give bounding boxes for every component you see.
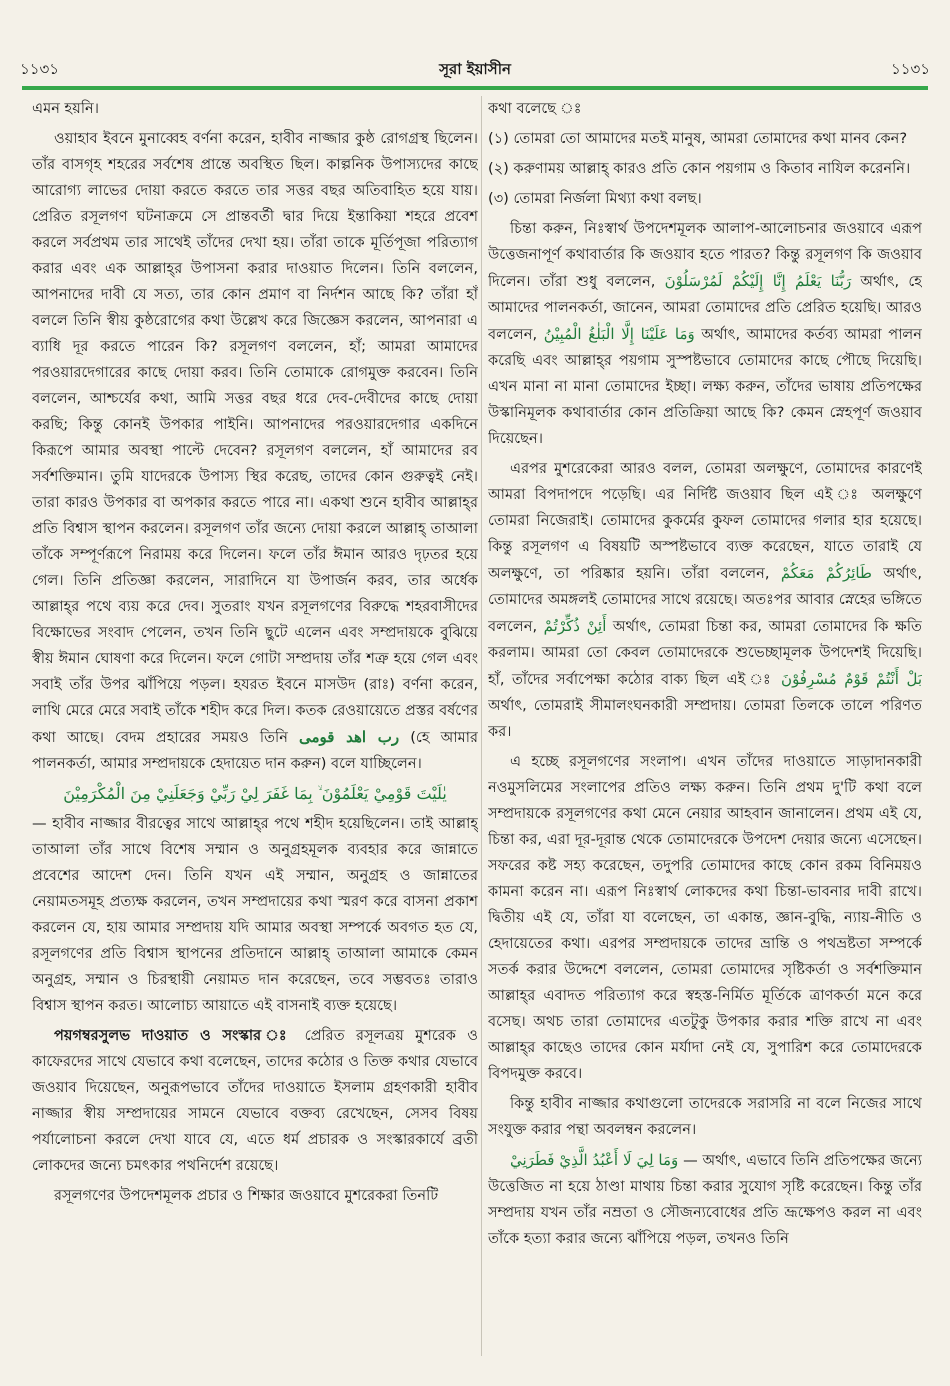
section-heading: পয়গম্বরসুলভ দাওয়াত ও সংস্কার ঃ xyxy=(54,1027,294,1044)
column-divider xyxy=(481,96,482,1356)
surah-title: সূরা ইয়াসীন xyxy=(439,59,511,78)
paragraph: এ হচ্ছে রসূলগণের সংলাপ। এখন তাঁদের দাওয়াতে সাড়াদানকারী নওমুসলিমের সংলাপের প্রতিও লক্ষ্য করুন। তিনি প্রথম দু'টি কথা বলে সম্প্রদায়কে রসূলগণের কথা মেনে নেয়ার আহবান জানালেন। প্রথম এই যে, চিন্তা কর, এরা দূর-দূরান্ত থেকে তোমাদেরকে উপদেশ দেয়ার জন্যে এসেছেন। সফরের কষ্ট সহ্য করেছেন, তদুপরি তোমাদের কাছে কোন রকম বিনিময়ও কামনা করেন না। এরূপ নিঃস্বার্থ লোকদের কথা চিন্তা-ভাবনার দাবী রাখে। দ্বিতীয় এই যে, তাঁরা যা বলেছেন, তা একান্ত, জ্ঞান-বুদ্ধি, ন্যায়-নীতি ও হেদায়েতের কথা। এরপর সম্প্রদায়কে তাদের ভ্রান্তি ও পথভ্রষ্টতা সম্পর্কে সতর্ক করার উদ্দেশে বললেন, তোমরা তোমাদের সৃষ্টিকর্তা ও সর্বশক্তিমান আল্লাহ্‌র এবাদত পরিত্যাগ করে স্বহস্ত-নির্মিত মূর্তিকে ত্রাণকর্তা মনে করে বসেছ। অথচ তারা তোমাদের এতটুকু উপকার করার শক্তি রাখে না এবং আল্লাহ্‌র কাছেও তাদের কোন মর্যাদা নেই যে, সুপারিশ করে তোমাদেরকে বিপদমুক্ত করবে। xyxy=(488,753,922,1082)
paragraph: কিন্তু হাবীব নাজ্জার কথাগুলো তাদেরকে সরাসরি না বলে নিজের সাথে সংযুক্ত করার পন্থা অবলম্বন করলেন। xyxy=(488,1095,922,1138)
list-item: (২) করুণাময় আল্লাহ্ কারও প্রতি কোন পয়গাম ও কিতাব নাযিল করেননি। xyxy=(488,160,911,177)
right-column xyxy=(488,96,922,1356)
arabic-phrase: أَئِنْ ذُكِّرْتُمْ xyxy=(543,617,607,635)
paragraph xyxy=(488,1147,922,1252)
list-item: (৩) তোমরা নির্জলা মিথ্যা কথা বলছ। xyxy=(488,190,702,207)
arabic-phrase: وَمَا لِيَ لَا أَعْبُدُ الَّذِيْ فَطَرَنِيْ xyxy=(510,1151,679,1169)
paragraph xyxy=(488,456,922,745)
paragraph xyxy=(32,1023,478,1179)
arabic-phrase: وَمَا عَلَيْنَا إِلَّا الْبَلٰغُ الْمُبِيْنُ xyxy=(543,325,695,343)
arabic-phrase: رَبُّنَا يَعْلَمُ إِنَّا إِلَيْكُمْ لَمُرْسَلُوْنَ xyxy=(664,272,852,290)
arabic-phrase: رب اهد قومى xyxy=(299,728,400,746)
paragraph-text: চিন্তা করুন, নিঃস্বার্থ উপদেশমূলক আলাপ-আলোচনার জওয়াবে এরূপ উত্তেজনাপূর্ণ কথাবার্তার কি জওয়াব হতে পারত? কিন্তু রসূলগণ কি জওয়াব দিলেন। তাঁরা শুধু বললেন, xyxy=(488,220,922,290)
paragraph: রসূলগণের উপদেশমূলক প্রচার ও শিক্ষার জওয়াবে মুশরেকরা তিনটি xyxy=(54,1187,439,1204)
paragraph-text: — অর্থাৎ, এভাবে তিনি প্রতিপক্ষের জন্যে উত্তেজিত না হয়ে ঠাণ্ডা মাথায় চিন্তা করার সুযোগ সৃষ্টি করেছেন। কিন্তু তাঁর সম্প্রদায় যখন তাঁর নম্রতা ও সৌজন্যবোধের প্রতি ভ্রূক্ষেপও করল না এবং তাঁকে হত্যা করার জন্যে ঝাঁপিয়ে পড়ল, তখনও তিনি xyxy=(488,1152,922,1247)
paragraph-text: এরপর মুশরেকেরা আরও বলল, তোমরা অলক্ষুণে, তোমাদের কারণেই আমরা বিপদাপদে পড়েছি। এর নির্দিষ্ট জওয়াব ছিল এই ঃ অলক্ষুণে তোমরা নিজেরাই। তোমাদের কুকর্মের কুফল তোমাদের গলার হার হয়েছে। কিন্তু রসূলগণ এ বিষয়টি অস্পষ্টভাবে ব্যক্ত করেছেন, যাতে তারাই যে অলক্ষুণে, তা পরিষ্কার হয়নি। তাঁরা বললেন, xyxy=(488,460,922,582)
header-rule xyxy=(22,86,928,90)
paragraph: কথা বলেছে ঃ xyxy=(488,100,582,117)
arabic-phrase: طَائِرُكُمْ مَعَكُمْ xyxy=(780,564,872,582)
paragraph-text: প্রেরিত রসূলত্রয় মুশরেক ও কাফেরদের সাথে যেভাবে কথা বলেছেন, তাদের কঠোর ও তিক্ত কথার যেভাবে জওয়াব দিয়েছেন, অনুরূপভাবে তাঁদের দাওয়াতে ইসলাম গ্রহণকারী হাবীব নাজ্জার স্বীয় সম্প্রদায়ের সামনে যেভাবে বক্তব্য রেখেছেন, সেসব বিষয় পর্যালোচনা করলে দেখা যাবে যে, এতে ধর্ম প্রচারক ও সংস্কারকার্যে ব্রতী লোকদের জন্যে চমৎকার পথনির্দেশ রয়েছে। xyxy=(32,1027,478,1174)
paragraph-text: অর্থাৎ, তোমরা চিন্তা কর, আমরা তোমাদের কি ক্ষতি করলাম। আমরা তো কেবল তোমাদেরকে শুভেচ্ছামূলক উপদেশই দিয়েছি। হাঁ, তাঁদের সর্বাপেক্ষা কঠোর বাক্য ছিল এই ঃ xyxy=(488,618,922,688)
paragraph-text: অর্থাৎ, আমাদের কর্তব্য আমরা পালন করেছি এবং আল্লাহ্‌র পয়গাম সুস্পষ্টভাবে তোমাদের কাছে পৌছে দিয়েছি। এখন মানা না মানা তোমাদের ইচ্ছা। লক্ষ্য করুন, তাঁদের ভাষায় প্রতিপক্ষের উস্কানিমূলক কথাবার্তার কোন প্রতিক্রিয়া আছে কি? কেমন স্নেহপূর্ণ জওয়াব দিয়েছেন। xyxy=(488,326,922,447)
paragraph xyxy=(488,216,922,452)
paragraph: — হাবীব নাজ্জার বীরত্বের সাথে আল্লাহ্‌র পথে শহীদ হয়েছিলেন। তাই আল্লাহ্ তাআলা তাঁর সাথে বিশেষ সম্মান ও অনুগ্রহমূলক ব্যবহার করে জান্নাতে প্রবেশের আদেশ দেন। তিনি যখন এই সম্মান, অনুগ্রহ ও জান্নাতের নেয়ামতসমূহ প্রত্যক্ষ করলেন, তখন সম্প্রদায়ের কথা স্মরণ করে বাসনা প্রকাশ করলেন যে, হায় আমার সম্প্রদায় যদি আমার অবস্থা সম্পর্কে অবগত হত যে, রসূলগণের প্রতি বিশ্বাস স্থাপনের প্রতিদানে আল্লাহ্ তাআলা আমাকে কেমন অনুগ্রহ, সম্মান ও চিরস্থায়ী নেয়ামত দান করেছেন, তবে সম্ভবতঃ তারাও বিশ্বাস স্থাপন করত। আলোচ্য আয়াতে এই বাসনাই ব্যক্ত হয়েছে। xyxy=(32,815,478,1014)
paragraph-text: অর্থাৎ, হে আমাদের পালনকর্তা, জানেন, আমরা তোমাদের প্রতি প্রেরিত হয়েছি। আরও বললেন, xyxy=(488,273,922,343)
paragraph-text: অর্থাৎ, তোমরাই সীমালংঘনকারী সম্প্রদায়। তোমরা তিলকে তালে পরিণত কর। xyxy=(488,697,922,740)
paragraph: এমন হয়নি। xyxy=(32,100,99,117)
page-header xyxy=(20,58,930,82)
paragraph-text: অর্থাৎ, তোমাদের অমঙ্গলই তোমাদের সাথে রয়েছে। অতঃপর আবার স্নেহের ভঙ্গিতে বললেন, xyxy=(488,565,922,635)
page-number-left: ১১৩১ xyxy=(20,59,59,78)
page-number-right: ১১৩১ xyxy=(891,59,930,78)
list-item: (১) তোমরা তো আমাদের মতই মানুষ, আমরা তোমাদের কথা মানব কেন? xyxy=(488,130,908,147)
left-column xyxy=(32,96,478,1356)
paragraph-text: (হে আমার পালনকর্তা, আমার সম্প্রদায়কে হেদায়েত দান করুন) বলে যাচ্ছিলেন। xyxy=(32,729,478,772)
arabic-phrase: بَلْ أَنْتُمْ قَوْمٌ مُسْرِفُوْنَ xyxy=(781,670,922,688)
paragraph xyxy=(32,126,478,777)
arabic-verse: يٰلَيْتَ قَوْمِيْ يَعْلَمُوْنَ ۙ بِمَا غَفَرَ لِيْ رَبِّيْ وَجَعَلَنِيْ مِنَ الْمُكْرَمِيْنَ xyxy=(63,784,447,803)
paragraph-text: ওয়াহাব ইবনে মুনাব্বেহ বর্ণনা করেন, হাবীব নাজ্জার কুষ্ঠ রোগগ্রস্থ ছিলেন। তাঁর বাসগৃহ শহরের সর্বশেষ প্রান্তে অবস্থিত ছিল। কাল্পনিক উপাস্যদের কাছে আরোগ্য লাভের দোয়া করতে করতে তার সত্তর বছর অতিবাহিত হয়ে যায়। প্রেরিত রসূলগণ ঘটনাক্রমে সে প্রান্তবর্তী দ্বার দিয়ে ইন্তাকিয়া শহরে প্রবেশ করলে সর্বপ্রথম তার সাথেই তাঁদের দেখা হয়। তাঁরা তাকে মূর্তিপূজা পরিত্যাগ করার এবং এক আল্লাহ্‌র উপাসনা করার দাওয়াত দিলেন। তিনি বললেন, আপনাদের দাবী যে সত্য, তার কোন প্রমাণ বা নির্দশন আছে কি? তাঁরা হাঁ বললে তিনি স্বীয় কুষ্ঠরোগের কথা উল্লেখ করে জিজ্ঞেস করলেন, আপনারা এ ব্যাধি দূর করতে পারেন কি? রসূলগণ বললেন, হাঁ; আমরা আমাদের পরওয়ারদেগারের কাছে দোয়া করব। তিনি তোমাকে রোগমুক্ত করবেন। তিনি বললেন, আশ্চর্যের কথা, আমি সত্তর বছর ধরে দেব-দেবীদের কাছে দোয়া করছি; কিন্তু কোনই উপকার পাইনি। আপনাদের পরওয়ারদেগার একদিনে কিরূপে আমার অবস্থা পাল্টে দেবেন? রসূলগণ বললেন, হাঁ আমাদের রব সর্বশক্তিমান। তুমি যাদেরকে উপাস্য স্থির করেছ, তাদের কোন গুরুত্বই নেই। তারা কারও উপকার বা অপকার করতে পারে না। একথা শুনে হাবীব আল্লাহ্‌র প্রতি বিশ্বাস স্থাপন করলেন। রসূলগণ তাঁর জন্যে দোয়া করলে আল্লাহ্ তাআলা তাঁকে সম্পূর্ণরূপে নিরাময় করে দিলেন। ফলে তাঁর ঈমান আরও দৃঢ়তর হয়ে গেল। তিনি প্রতিজ্ঞা করলেন, সারাদিনে যা উপার্জন করব, তার অর্ধেক আল্লাহ্‌র পথে ব্যয় করে দেব। সুতরাং যখন রসূলগণের বিরুদ্ধে শহরবাসীদের বিক্ষোভের সংবাদ পেলেন, তখন তিনি ছুটে এলেন এবং সম্প্রদায়কে বুঝিয়ে স্বীয় ঈমান ঘোষণা করে দিলেন। ফলে গোটা সম্প্রদায় তাঁর শত্রু হয়ে গেল এবং সবাই তাঁর উপর ঝাঁপিয়ে পড়ল। হযরত ইবনে মাসউদ (রাঃ) বর্ণনা করেন, লাথি মেরে মেরে সবাই তাঁকে শহীদ করে দিল। কতক রেওয়ায়েতে প্রস্তর বর্ষণের কথা আছে। বেদম প্রহারের সময়ও তিনি xyxy=(32,130,478,746)
